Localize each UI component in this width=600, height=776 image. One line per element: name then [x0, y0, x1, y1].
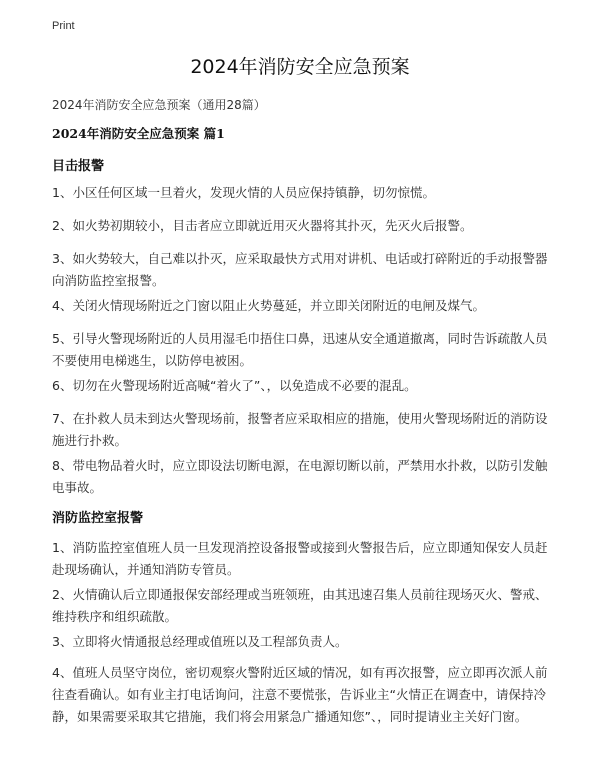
list-item: 3、如火势较大，自己难以扑灭，应采取最快方式用对讲机、电话或打碎附近的手动报警器向消防监控室报警。	[52, 251, 548, 288]
document-title: 2024年消防安全应急预案	[190, 56, 410, 78]
document-subtitle: 2024年消防安全应急预案（通用28篇）	[52, 98, 266, 112]
list-item: 5、引导火警现场附近的人员用湿毛巾捂住口鼻，迅速从安全通道撤离，同时告诉疏散人员不要使用电梯逃生，以防停电被困。	[52, 331, 548, 368]
list-item: 1、小区任何区域一旦着火，发现火情的人员应保持镇静，切勿惊慌。	[52, 185, 435, 200]
list-item: 7、在扑救人员未到达火警现场前，报警者应采取相应的措施，使用火警现场附近的消防设施进行扑救。	[52, 411, 548, 448]
list-item: 4、值班人员坚守岗位，密切观察火警附近区域的情况，如有再次报警，应立即再次派人前往查看确认。如有业主打电话询问，注意不要慌张，告诉业主“火情正在调查中，请保持冷静，如果需要采取其它措施，我们将会用紧急广播通知您”、，同时提请业主关好门窗。	[52, 665, 548, 724]
list-item: 2、火情确认后立即通报保安部经理或当班领班，由其迅速召集人员前往现场灭火、警戒、维持秩序和组织疏散。	[52, 587, 548, 624]
list-item: 4、关闭火情现场附近之门窗以阻止火势蔓延，并立即关闭附近的电闸及煤气。	[52, 298, 485, 313]
section-title: 2024年消防安全应急预案 篇1	[52, 126, 225, 141]
heading-witness-alarm: 目击报警	[52, 159, 105, 174]
list-item: 1、消防监控室值班人员一旦发现消控设备报警或接到火警报告后，应立即通知保安人员赶赴现场确认，并通知消防专管员。	[52, 540, 548, 577]
list-item: 8、带电物品着火时，应立即设法切断电源，在电源切断以前，严禁用水扑救，以防引发触电事故。	[52, 458, 548, 495]
list-item: 6、切勿在火警现场附近高喊“着火了”、，以免造成不必要的混乱。	[52, 378, 417, 393]
heading-monitor-room-alarm: 消防监控室报警	[52, 511, 144, 526]
list-item: 2、如火势初期较小，目击者应立即就近用灭火器将其扑灭，先灭火后报警。	[52, 218, 473, 233]
list-item: 3、立即将火情通报总经理或值班以及工程部负责人。	[52, 634, 348, 649]
print-link[interactable]: Print	[52, 20, 75, 32]
